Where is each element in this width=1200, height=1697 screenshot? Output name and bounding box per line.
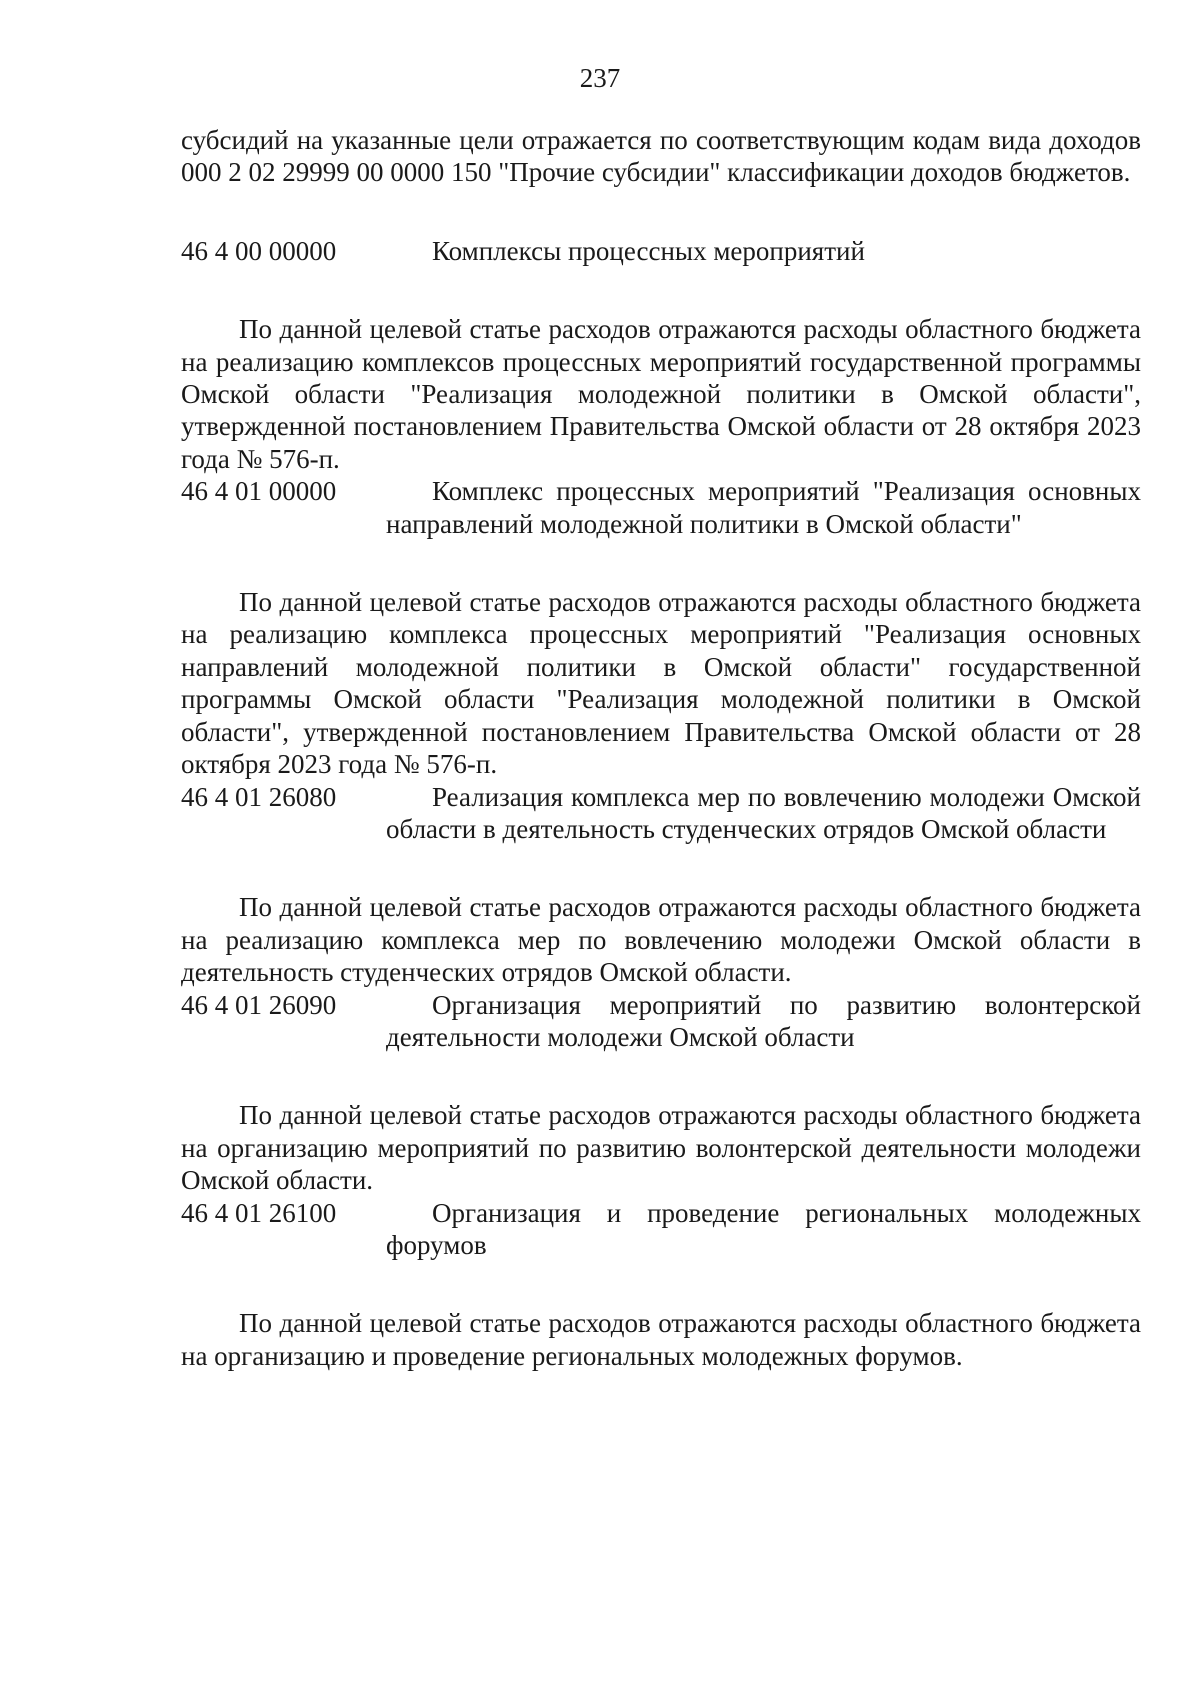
section-description: По данной целевой статье расходов отражаются расходы областного бюджета на организацию и проведение региональных молодежных форумов. — [181, 1308, 1141, 1371]
budget-code: 46 4 01 00000 — [181, 476, 337, 507]
budget-code-entry — [181, 475, 1141, 540]
section-4 — [181, 1197, 1141, 1373]
section-2 — [181, 781, 1141, 989]
budget-code-title: Реализация комплекса мер по вовлечению молодежи Омской области в деятельность студенческих отрядов Омской области — [386, 781, 1141, 844]
section-3 — [181, 989, 1141, 1197]
budget-code-entry — [181, 235, 1141, 267]
section-0 — [181, 235, 1141, 475]
budget-code-entry — [181, 989, 1141, 1054]
budget-code: 46 4 01 26080 — [181, 781, 337, 812]
section-1 — [181, 475, 1141, 780]
budget-code-title: Комплекс процессных мероприятий "Реализация основных направлений молодежной политики в Омской области" — [386, 476, 1141, 539]
budget-code-title: Организация мероприятий по развитию волонтерской деятельности молодежи Омской области — [386, 989, 1141, 1052]
budget-code-entry — [181, 1197, 1141, 1262]
budget-code-title: Организация и проведение региональных молодежных форумов — [386, 1197, 1141, 1260]
budget-code: 46 4 01 26090 — [181, 989, 337, 1020]
section-description: По данной целевой статье расходов отражаются расходы областного бюджета на реализацию комплексов процессных мероприятий государственной программы Омской области "Реализация молодежной политики в Омской области", утвержденной постановлением Правительства Омской области от 28 октября 2023 года № 576-п. — [181, 314, 1141, 474]
budget-code-entry — [181, 781, 1141, 846]
budget-code: 46 4 00 00000 — [181, 235, 337, 266]
budget-code-title: Комплексы процессных мероприятий — [432, 235, 865, 266]
budget-code: 46 4 01 26100 — [181, 1197, 337, 1228]
section-description: По данной целевой статье расходов отражаются расходы областного бюджета на организацию мероприятий по развитию волонтерской деятельности молодежи Омской области. — [181, 1100, 1141, 1196]
section-description: По данной целевой статье расходов отражаются расходы областного бюджета на реализацию комплекса мер по вовлечению молодежи Омской области в деятельность студенческих отрядов Омской области. — [181, 892, 1141, 988]
section-description: По данной целевой статье расходов отражаются расходы областного бюджета на реализацию комплекса процессных мероприятий "Реализация основных направлений молодежной политики в Омской области" государственной программы Омской области "Реализация молодежной политики в Омской области", утвержденной постановлением Правительства Омской области от 28 октября 2023 года № 576-п. — [181, 587, 1141, 780]
intro-paragraph: субсидий на указанные цели отражается по соответствующим кодам вида доходов 000 2 02 29999 00 0000 150 "Прочие субсидии" классификации доходов бюджетов. — [181, 125, 1141, 188]
page-number: 237 — [579, 63, 621, 93]
document-body — [181, 124, 1141, 1372]
